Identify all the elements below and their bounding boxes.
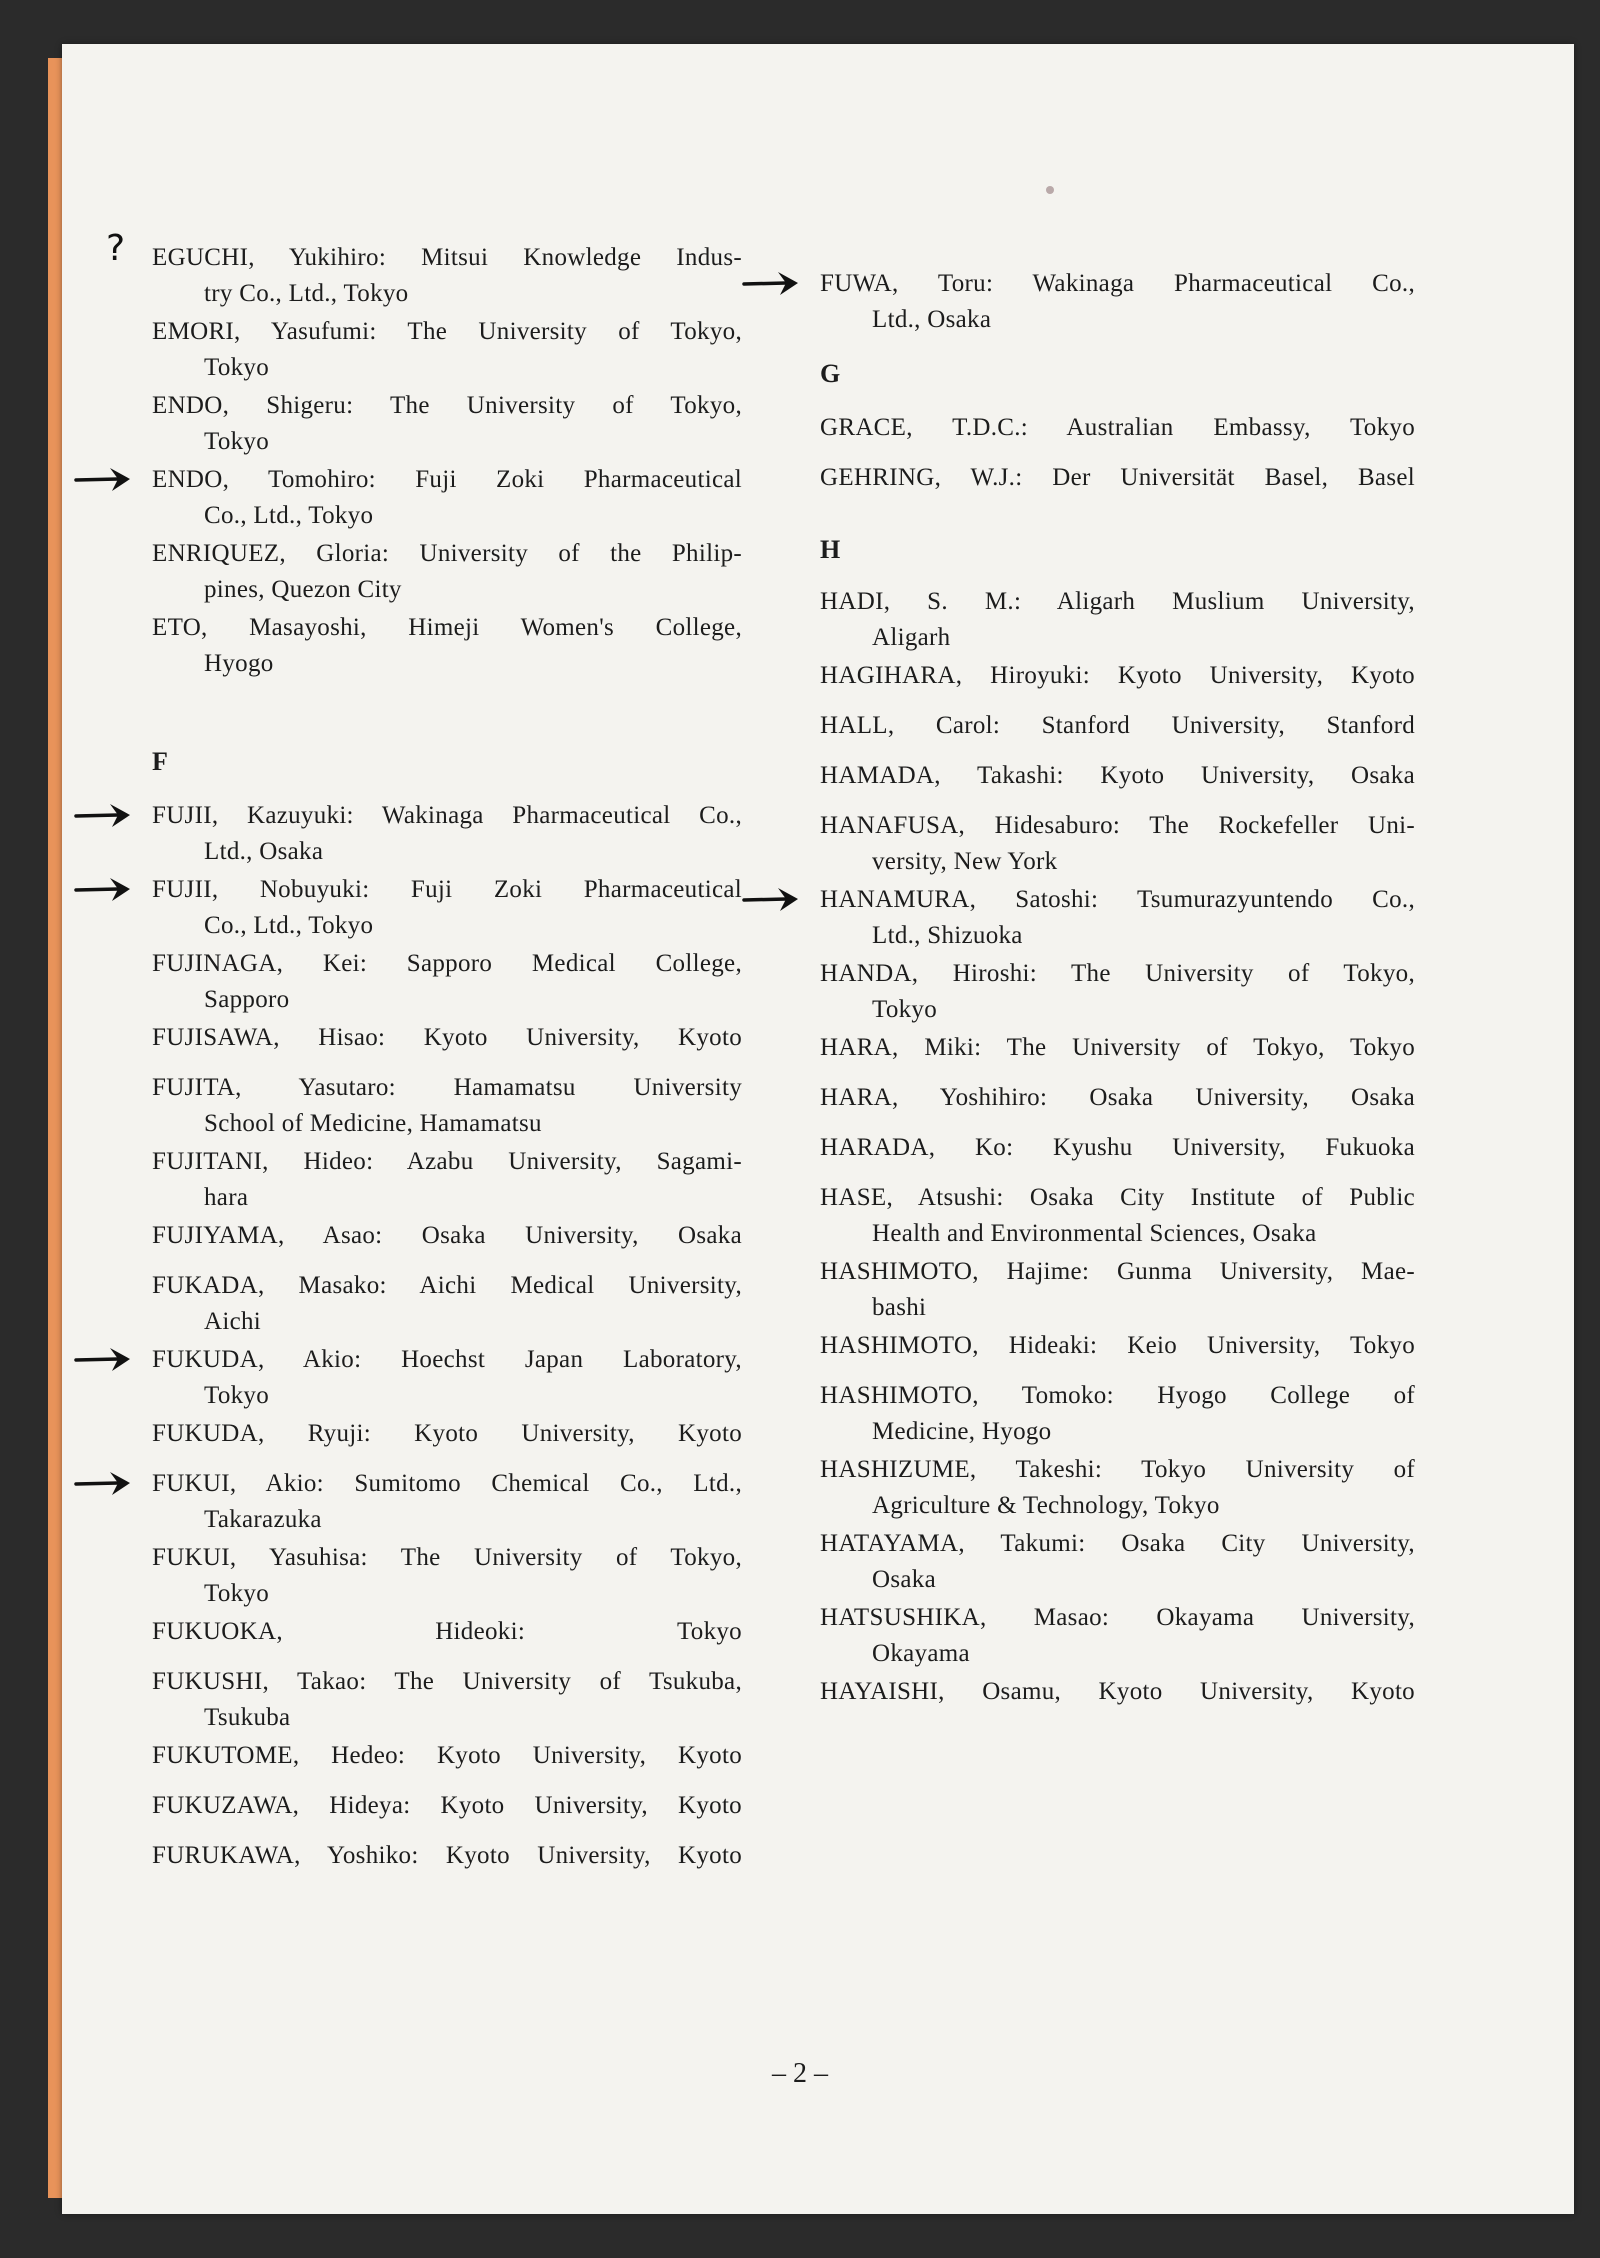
entry-name-line: EGUCHI, Yukihiro: Mitsui Knowledge Indus- <box>152 244 742 271</box>
directory-entry <box>820 758 1415 794</box>
entry-name-line: FUJITA, Yasutaro: Hamamatsu University <box>152 1074 742 1101</box>
entry-continuation-line: Agriculture & Technology, Tokyo <box>872 1492 1220 1519</box>
directory-entry <box>152 1070 742 1142</box>
entry-name-line: FUKUZAWA, Hideya: Kyoto University, Kyoto <box>152 1792 742 1819</box>
entry-continuation-line: Tokyo <box>204 1580 270 1607</box>
entry-name-line: FUKUI, Yasuhisa: The University of Tokyo, <box>152 1544 742 1571</box>
directory-entry <box>820 1452 1415 1524</box>
entry-name-line: EMORI, Yasufumi: The University of Tokyo, <box>152 318 742 345</box>
directory-entry <box>820 410 1415 446</box>
entry-continuation-line: Tokyo <box>204 354 270 381</box>
entry-continuation-line: Sapporo <box>204 986 290 1013</box>
entry-continuation-line: Tokyo <box>204 428 270 455</box>
f-entries <box>152 798 742 1874</box>
entry-name-line: HARA, Yoshihiro: Osaka University, Osaka <box>820 1084 1415 1111</box>
entry-name-line: FUKUI, Akio: Sumitomo Chemical Co., Ltd., <box>152 1470 742 1497</box>
entry-continuation-line: Aichi <box>204 1308 262 1335</box>
entry-continuation-line: School of Medicine, Hamamatsu <box>204 1110 542 1137</box>
directory-entry <box>820 1180 1415 1252</box>
entry-continuation-line: Osaka <box>872 1566 936 1593</box>
e-entries <box>106 228 742 682</box>
handwritten-arrow-icon <box>74 1344 136 1374</box>
entry-continuation-line: Tokyo <box>204 1382 270 1409</box>
directory-entry <box>152 1342 742 1414</box>
directory-entry <box>820 266 1415 338</box>
entry-continuation-line: Tsukuba <box>204 1704 291 1731</box>
entry-name-line: HASHIMOTO, Hideaki: Keio University, Tokyo <box>820 1332 1415 1359</box>
directory-entry <box>152 1738 742 1774</box>
directory-entry <box>152 1788 742 1824</box>
entry-name-line: FUKUTOME, Hedeo: Kyoto University, Kyoto <box>152 1742 742 1769</box>
entry-continuation-line: Co., Ltd., Tokyo <box>204 502 374 529</box>
directory-entry <box>152 462 742 534</box>
directory-entry <box>152 1466 742 1538</box>
entry-name-line: ENRIQUEZ, Gloria: University of the Philip- <box>152 540 742 567</box>
directory-entry <box>820 1526 1415 1598</box>
directory-entry <box>820 1080 1415 1116</box>
f-entries-continued <box>820 266 1415 338</box>
directory-entry <box>152 798 742 870</box>
handwritten-arrow-icon <box>742 884 804 914</box>
entry-name-line: ENDO, Tomohiro: Fuji Zoki Pharmaceutical <box>152 466 742 493</box>
g-entries <box>820 410 1415 496</box>
directory-entry <box>152 1020 742 1056</box>
entry-continuation-line: Health and Environmental Sciences, Osaka <box>872 1220 1317 1247</box>
entry-name-line: HANAFUSA, Hidesaburo: The Rockefeller Uni- <box>820 812 1415 839</box>
entry-name-line: FUJITANI, Hideo: Azabu University, Sagami- <box>152 1148 742 1175</box>
entry-continuation-line: Okayama <box>872 1640 970 1667</box>
directory-entry <box>820 1378 1415 1450</box>
speck-dot <box>1046 186 1054 194</box>
directory-entry <box>820 1130 1415 1166</box>
handwritten-arrow-icon <box>74 874 136 904</box>
directory-entry <box>152 946 742 1018</box>
directory-entry <box>152 1268 742 1340</box>
left-column <box>106 228 742 1874</box>
directory-entry <box>152 1614 742 1650</box>
entry-name-line: FUKUSHI, Takao: The University of Tsukuba, <box>152 1668 742 1695</box>
entry-continuation-line: try Co., Ltd., Tokyo <box>204 280 409 307</box>
directory-entry <box>820 1600 1415 1672</box>
h-entries <box>820 584 1415 1710</box>
entry-continuation-line: pines, Quezon City <box>204 576 402 603</box>
directory-entry <box>820 1328 1415 1364</box>
directory-entry <box>152 1218 742 1254</box>
directory-entry <box>820 658 1415 694</box>
directory-entry <box>820 584 1415 656</box>
entry-name-line: HAMADA, Takashi: Kyoto University, Osaka <box>820 762 1415 789</box>
directory-entry <box>820 460 1415 496</box>
entry-name-line: HASHIZUME, Takeshi: Tokyo University of <box>820 1456 1415 1483</box>
entry-continuation-line: Ltd., Osaka <box>204 838 324 865</box>
entry-name-line: HARADA, Ko: Kyushu University, Fukuoka <box>820 1134 1415 1161</box>
entry-name-line: FUKUDA, Ryuji: Kyoto University, Kyoto <box>152 1420 742 1447</box>
directory-entry <box>152 1664 742 1736</box>
directory-entry <box>152 872 742 944</box>
directory-entry <box>152 1540 742 1612</box>
right-column <box>820 266 1415 1710</box>
section-heading-g: G <box>820 359 841 388</box>
entry-name-line: FUWA, Toru: Wakinaga Pharmaceutical Co., <box>820 270 1415 297</box>
entry-name-line: GRACE, T.D.C.: Australian Embassy, Tokyo <box>820 414 1415 441</box>
entry-name-line: FUJII, Kazuyuki: Wakinaga Pharmaceutical Co., <box>152 802 742 829</box>
entry-continuation-line: Hyogo <box>204 650 274 677</box>
entry-name-line: HASHIMOTO, Tomoko: Hyogo College of <box>820 1382 1415 1409</box>
section-heading-h: H <box>820 535 841 564</box>
entry-name-line: HATSUSHIKA, Masao: Okayama University, <box>820 1604 1415 1631</box>
entry-name-line: ENDO, Shigeru: The University of Tokyo, <box>152 392 742 419</box>
handwritten-arrow-icon <box>74 800 136 830</box>
entry-name-line: FURUKAWA, Yoshiko: Kyoto University, Kyoto <box>152 1842 742 1869</box>
entry-continuation-line: Ltd., Shizuoka <box>872 922 1023 949</box>
directory-entry <box>820 882 1415 954</box>
entry-name-line: HANAMURA, Satoshi: Tsumurazyuntendo Co., <box>820 886 1415 913</box>
handwritten-arrow-icon <box>74 464 136 494</box>
entry-name-line: ETO, Masayoshi, Himeji Women's College, <box>152 614 742 641</box>
entry-continuation-line: versity, New York <box>872 848 1058 875</box>
entry-name-line: HADI, S. M.: Aligarh Muslium University, <box>820 588 1415 615</box>
entry-name-line: FUKUOKA, Hideoki: Tokyo <box>152 1618 742 1645</box>
handwritten-question-icon: ? <box>106 228 126 269</box>
entry-name-line: FUJII, Nobuyuki: Fuji Zoki Pharmaceutical <box>152 876 742 903</box>
entry-name-line: GEHRING, W.J.: Der Universität Basel, Basel <box>820 464 1415 491</box>
entry-continuation-line: bashi <box>872 1294 927 1321</box>
directory-entry <box>152 1144 742 1216</box>
directory-entry <box>152 536 742 608</box>
entry-name-line: HALL, Carol: Stanford University, Stanford <box>820 712 1415 739</box>
handwritten-arrow-icon <box>742 268 804 298</box>
entry-name-line: HARA, Miki: The University of Tokyo, Tokyo <box>820 1034 1415 1061</box>
entry-name-line: HAGIHARA, Hiroyuki: Kyoto University, Kyoto <box>820 662 1415 689</box>
entry-continuation-line: Tokyo <box>872 996 938 1023</box>
entry-name-line: HATAYAMA, Takumi: Osaka City University, <box>820 1530 1415 1557</box>
directory-entry <box>152 1416 742 1452</box>
entry-name-line: HAYAISHI, Osamu, Kyoto University, Kyoto <box>820 1678 1415 1705</box>
entry-name-line: HASHIMOTO, Hajime: Gunma University, Mae- <box>820 1258 1415 1285</box>
entry-continuation-line: hara <box>204 1184 249 1211</box>
entry-name-line: FUKADA, Masako: Aichi Medical University, <box>152 1272 742 1299</box>
directory-entry <box>820 1030 1415 1066</box>
directory-entry <box>820 708 1415 744</box>
directory-entry <box>820 956 1415 1028</box>
directory-entry <box>152 388 742 460</box>
entry-continuation-line: Medicine, Hyogo <box>872 1418 1052 1445</box>
entry-name-line: FUJINAGA, Kei: Sapporo Medical College, <box>152 950 742 977</box>
entry-name-line: FUJISAWA, Hisao: Kyoto University, Kyoto <box>152 1024 742 1051</box>
entry-name-line: FUJIYAMA, Asao: Osaka University, Osaka <box>152 1222 742 1249</box>
handwritten-arrow-icon <box>74 1468 136 1498</box>
section-heading-f: F <box>152 747 168 776</box>
directory-entry <box>820 1254 1415 1326</box>
entry-continuation-line: Aligarh <box>872 624 951 651</box>
entry-continuation-line: Takarazuka <box>204 1506 322 1533</box>
entry-name-line: HANDA, Hiroshi: The University of Tokyo, <box>820 960 1415 987</box>
directory-entry <box>820 1674 1415 1710</box>
directory-entry <box>152 314 742 386</box>
entry-continuation-line: Ltd., Osaka <box>872 306 992 333</box>
entry-name-line: FUKUDA, Akio: Hoechst Japan Laboratory, <box>152 1346 742 1373</box>
entry-continuation-line: Co., Ltd., Tokyo <box>204 912 374 939</box>
page-number: – 2 – <box>772 2058 828 2089</box>
directory-entry <box>152 1838 742 1874</box>
entry-name-line: HASE, Atsushi: Osaka City Institute of Public <box>820 1184 1415 1211</box>
directory-entry <box>820 808 1415 880</box>
directory-entry <box>152 610 742 682</box>
directory-entry <box>106 228 742 312</box>
